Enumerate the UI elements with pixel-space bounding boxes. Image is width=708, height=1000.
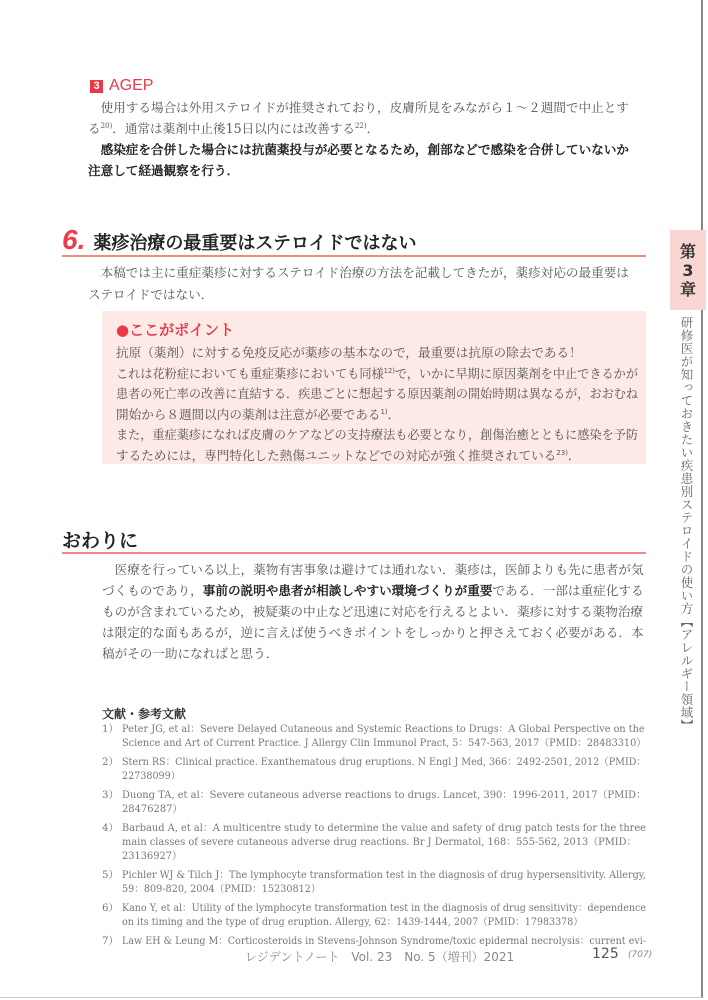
text-line [102, 643, 278, 662]
text-line [116, 445, 581, 464]
text-segment: ． [567, 447, 581, 463]
reference-item [102, 723, 672, 751]
footer-journal: レジデントノート Vol. 23 No. 5（増刊）2021 [245, 950, 515, 964]
running-title: 研修医が知っておきたい疾患別ステロイドの使い方【アレルギー領域】 [679, 316, 694, 732]
reference-line: Pichler WJ & Tilch J：The lymphocyte transformation test in the diagnosis of drug hypersensitivity. Allergy, [122, 870, 646, 881]
text-segment: ． [387, 406, 401, 422]
references-heading: 文献・参考文献 [102, 707, 187, 721]
reference-line: Law EH & Leung M：Corticosteroids in Stevens-Johnson Syndrome/toxic epidermal necrolysis：current evi- [122, 936, 646, 947]
reference-line: 23136927） [122, 851, 182, 862]
text-line [102, 580, 644, 599]
reference-number: 5） [102, 870, 119, 881]
text-segment: ．通常は薬剤中止後15日以内には改善する [112, 121, 355, 136]
reference-item [102, 822, 665, 864]
point-title: ●ここがポイント [116, 321, 235, 339]
page-total-number: (707) [628, 950, 653, 960]
text-line [88, 160, 239, 179]
text-segment: で，いかに早期に原因薬剤を中止できるかが [394, 365, 638, 381]
reference-line: 59：809-820, 2004（PMID：15230812） [122, 884, 321, 895]
reference-item [102, 902, 682, 930]
chapter-number: 3 [682, 260, 694, 280]
reference-number: 3） [102, 790, 119, 801]
reference-line: 28476287） [122, 804, 183, 815]
section-number: 6. [62, 224, 86, 255]
citation-superscript: 20) [100, 122, 113, 130]
text-segment: づくものであり， [102, 583, 203, 598]
text-line [88, 139, 629, 158]
reference-line: Stern RS：Clinical practice. Exanthematous drug eruptions. N Engl J Med, 366：2492-2501, 2012（PMID： [122, 757, 646, 768]
text-segment: である．一部は重症化する [492, 583, 644, 598]
text-segment: 患者の死亡率の改善に直結する．疾患ごとに想起する原因薬剤の開始時期は異なるが，おおむね [116, 386, 638, 401]
text-line [102, 622, 644, 641]
conclusion-rule [62, 552, 646, 554]
text-segment: は限定的な面もあるが，逆に言えば使うべきポイントをしっかりと押さえておく必要がある．本 [102, 625, 644, 640]
citation-superscript: 23) [556, 448, 568, 457]
chapter-label-end: 章 [679, 279, 696, 299]
text-line [116, 424, 638, 443]
chapter-tab [670, 230, 706, 310]
text-segment: ステロイドではない． [88, 287, 214, 302]
text-segment: 医療を行っている以上，薬物有害事象は避けては通れない．薬疹は，医師よりも先に患者が気 [102, 562, 644, 577]
text-line [88, 97, 629, 116]
citation-superscript: 12) [383, 366, 395, 375]
text-segment: 事前の説明や患者が相談しやすい環境づくりが重要 [202, 583, 493, 598]
text-segment: 注意して経過観察を行う． [88, 163, 240, 178]
text-segment: 使用する場合は外用ステロイドが推奨されており，皮膚所見をみながら１～２週間で中止とす [88, 100, 629, 115]
reference-item [102, 756, 680, 784]
page-number: 125 [592, 946, 619, 962]
citation-superscript: 1) [380, 407, 388, 416]
reference-line: Duong TA, et al：Severe cutaneous adverse reactions to drugs. Lancet, 390：1996-2011, 2017（PMID： [122, 790, 646, 801]
text-segment: ． [366, 121, 380, 136]
text-line [116, 404, 400, 423]
text-line [88, 118, 379, 137]
text-segment: る [88, 121, 101, 136]
agep-title: AGEP [109, 77, 154, 94]
text-line [116, 363, 638, 382]
text-line [116, 342, 582, 361]
chapter-label: 第 [679, 241, 696, 261]
text-segment: ものが含まれているため，被疑薬の中止など迅速に対応を行えるとよい．薬疹に対する薬物治療 [102, 604, 644, 619]
conclusion-heading: おわりに [62, 530, 139, 552]
reference-line: 22738099） [122, 771, 181, 782]
text-line [88, 262, 629, 281]
text-segment: 開始から８週間以内の薬剤は注意が必要である [116, 406, 381, 422]
text-segment: するためには，専門特化した熱傷ユニットなどでの対応が強く推奨されている [116, 447, 557, 463]
text-line [102, 559, 644, 578]
reference-line: main classes of severe cutaneous adverse drug reactions. Br J Dermatol, 168：555-562, 2013（PMID： [122, 837, 637, 848]
reference-item [102, 789, 661, 817]
section-title: 薬疹治療の最重要はステロイドではない [93, 233, 417, 254]
reference-line: Science and Art of Current Practice. J Allergy Clin Immunol Pract, 5：547-563, 2017（PMID：28483310） [122, 738, 646, 749]
text-line [116, 383, 638, 402]
text-segment: これは花粉症においても重症薬疹においても同様 [116, 365, 384, 381]
text-segment: 抗原（薬剤）に対する免疫反応が薬疹の基本なので，最重要は抗原の除去である！ [116, 345, 582, 360]
text-segment: 感染症を合併した場合には抗菌薬投与が必要となるため，創部などで感染を合併していないか [88, 142, 630, 157]
reference-number: 7） [102, 936, 119, 947]
citation-superscript: 22) [354, 122, 367, 130]
reference-number: 4） [102, 823, 119, 834]
text-segment: 稿がその一助になればと思う． [102, 646, 279, 661]
agep-heading [90, 77, 153, 95]
section-rule [62, 255, 646, 257]
reference-line: Peter JG, et al：Severe Delayed Cutaneous and Systemic Reactions to Drugs：A Global Perspective on the [122, 724, 645, 735]
reference-line: Kano Y, et al：Utility of the lymphocyte transformation test in the diagnosis of drug sensitivity：dependence [122, 903, 646, 914]
reference-line: Barbaud A, et al：A multicentre study to determine the value and safety of drug patch tests for the three [122, 823, 646, 834]
reference-number: 2） [102, 757, 119, 768]
reference-number: 1） [102, 724, 119, 735]
reference-item [102, 869, 676, 897]
reference-number: 6） [102, 903, 119, 914]
section-6-heading [62, 224, 416, 256]
text-segment: また，重症薬疹になれば皮膚のケアなどの支持療法も必要となり，創傷治癒とともに感染を予防 [116, 427, 638, 442]
reference-line: on its timing and the type of drug eruption. Allergy, 62：1439-1444, 2007（PMID：17983378） [122, 917, 583, 928]
subsection-number: 3 [90, 80, 103, 93]
text-line [88, 284, 213, 303]
text-segment: 本稿では主に重症薬疹に対するステロイド治療の方法を記載してきたが，薬疹対応の最重要は [88, 265, 629, 280]
text-line [102, 601, 643, 620]
